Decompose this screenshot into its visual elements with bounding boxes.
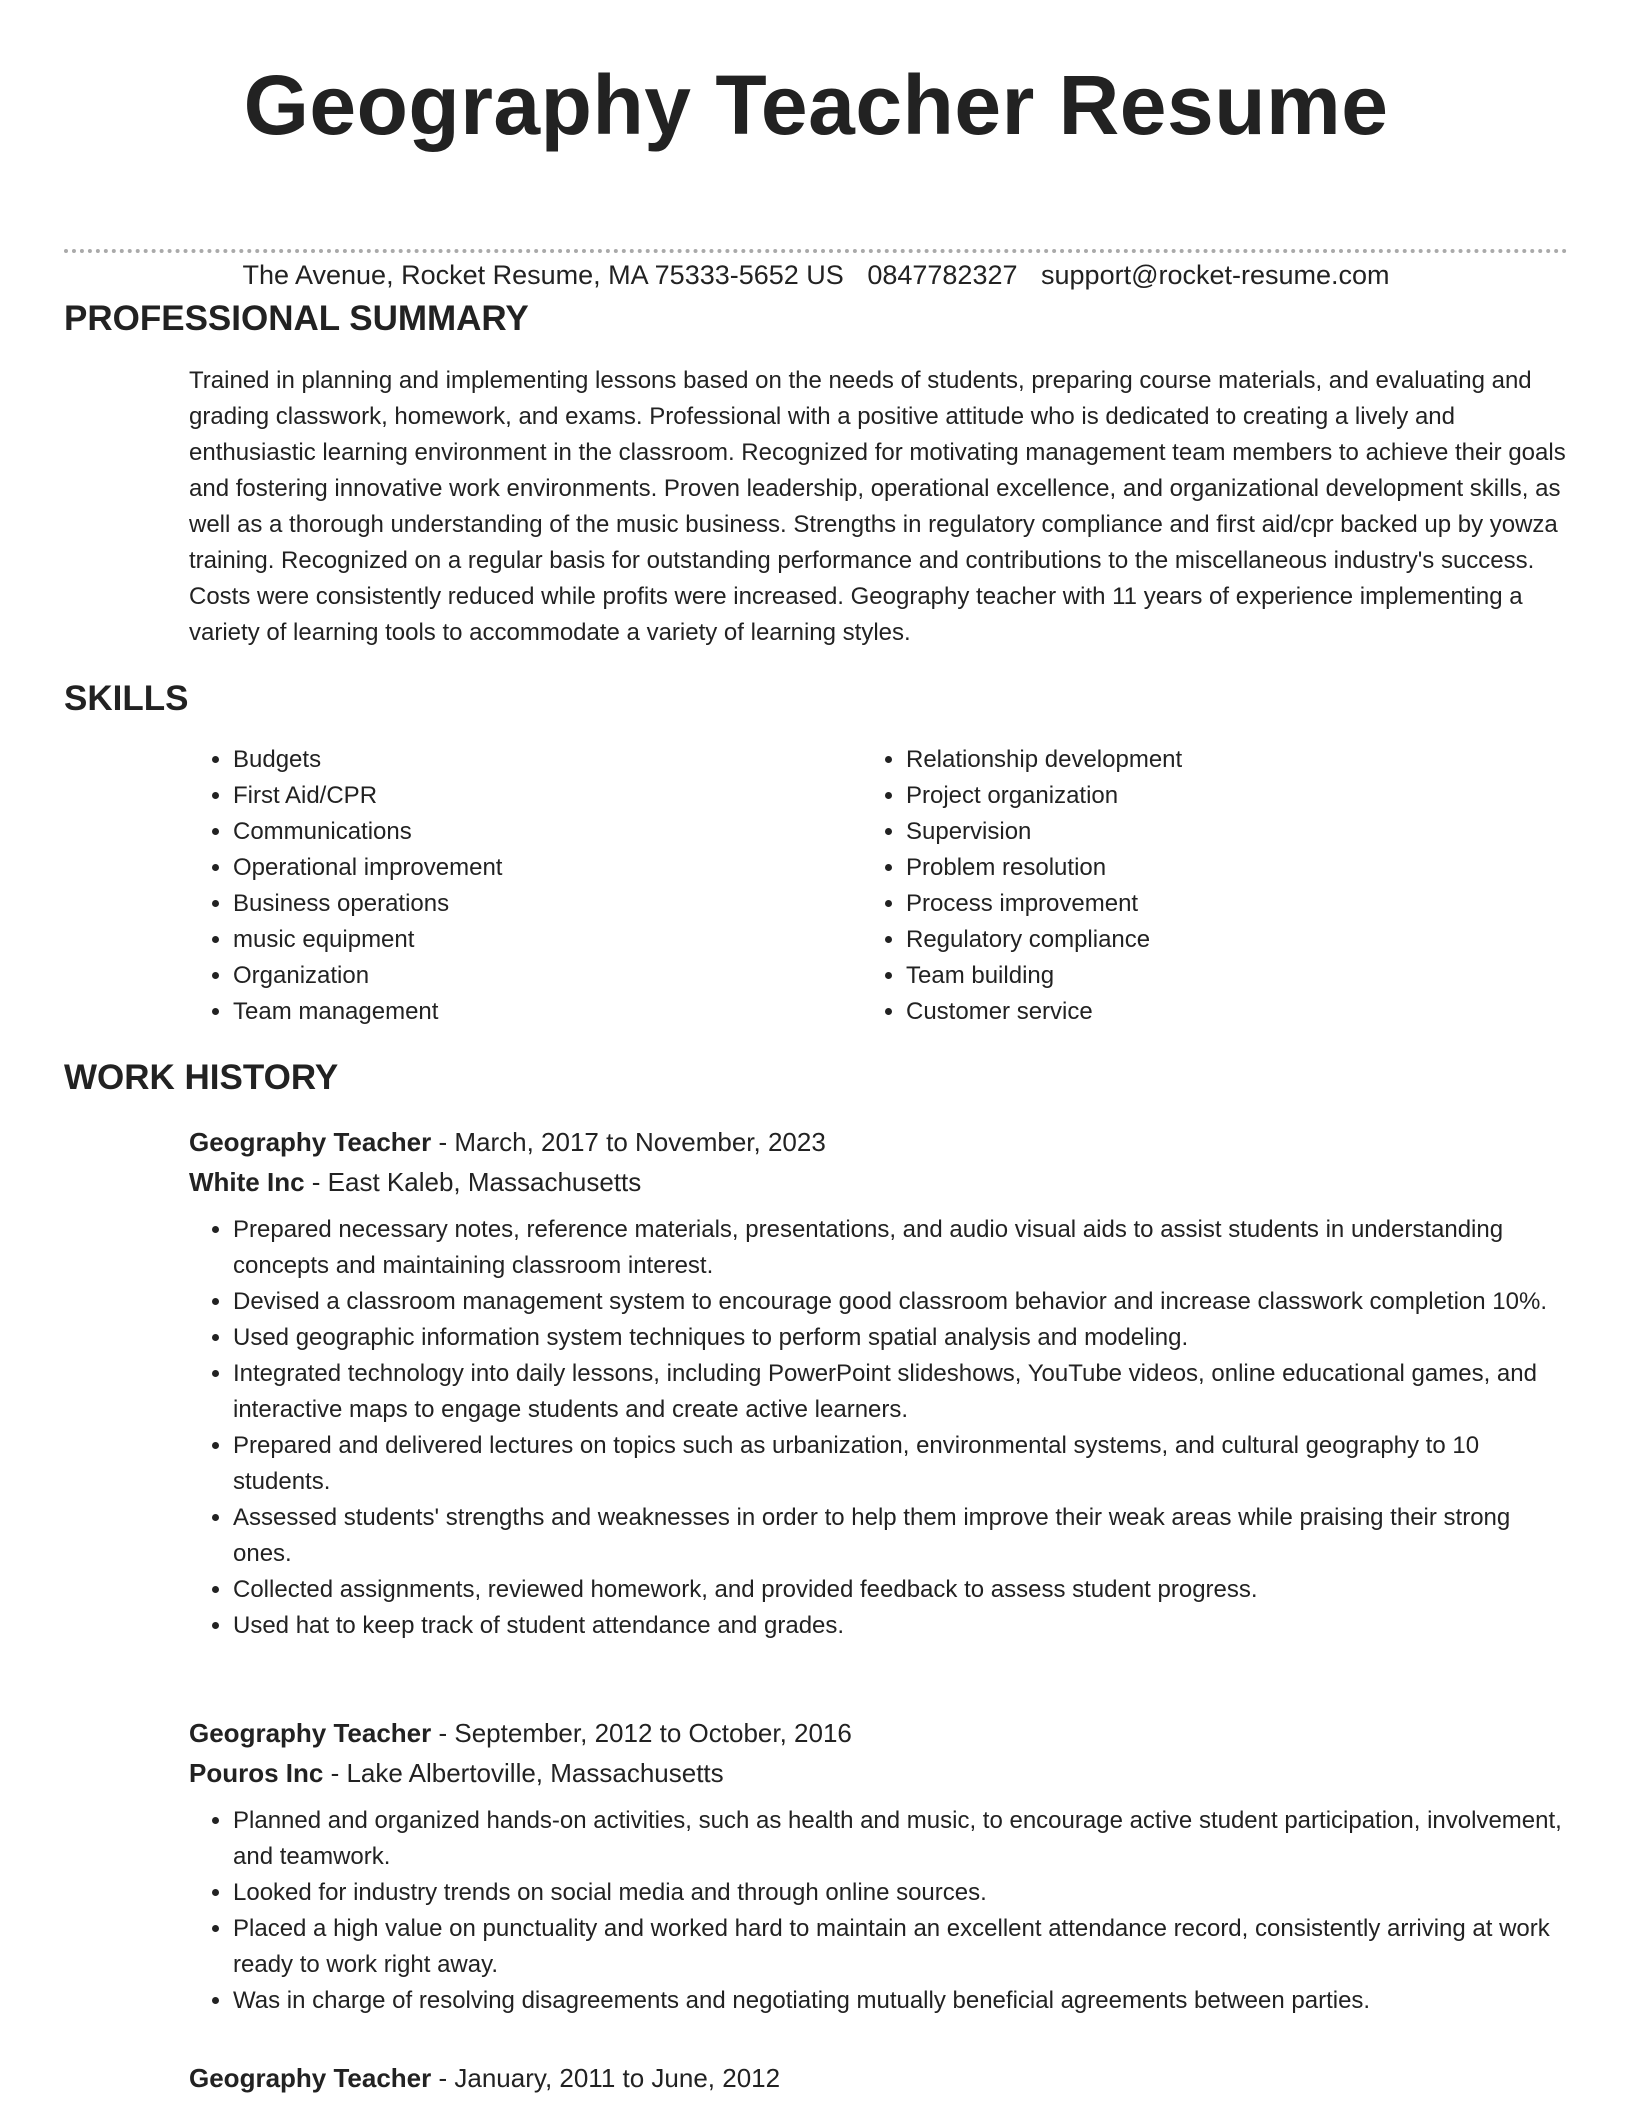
contact-phone: 0847782327 — [867, 260, 1018, 290]
skill-item: • Budgets — [233, 742, 502, 778]
job-bullet: • Assessed students' strengths and weaknesses in order to help them improve their weak areas while praising their strong ones. — [233, 1500, 1568, 1572]
job-bullet: • Used hat to keep track of student attendance and grades. — [233, 1608, 1568, 1644]
job-bullet: • Devised a classroom management system to encourage good classroom behavior and increase classwork completion 10%. — [233, 1284, 1568, 1320]
header-divider — [64, 249, 1568, 253]
contact-email[interactable]: support@rocket-resume.com — [1041, 260, 1390, 290]
contact-line — [0, 257, 1632, 293]
skill-item: • Regulatory compliance — [906, 922, 1182, 958]
skill-item: • Project organization — [906, 778, 1182, 814]
skill-item: • Problem resolution — [906, 850, 1182, 886]
job-bullet: • Was in charge of resolving disagreements and negotiating mutually beneficial agreements between parties. — [233, 1983, 1568, 2019]
skills-list-left — [189, 742, 502, 1030]
skill-item: • Communications — [233, 814, 502, 850]
job-role: Geography Teacher — [189, 2063, 432, 2093]
job-bullet: • Looked for industry trends on social media and through online sources. — [233, 1875, 1568, 1911]
skill-item: • music equipment — [233, 922, 502, 958]
job-title-line — [189, 2058, 1568, 2098]
skill-item: • Operational improvement — [233, 850, 502, 886]
job-location: - Lake Albertoville, Massachusetts — [323, 1758, 724, 1788]
job-entry — [189, 1713, 1568, 2019]
contact-address: The Avenue, Rocket Resume, MA 75333-5652 US — [242, 260, 844, 290]
job-role: Geography Teacher — [189, 1127, 432, 1157]
skills-heading: SKILLS — [64, 679, 189, 718]
skill-item: • Process improvement — [906, 886, 1182, 922]
job-bullets — [189, 1803, 1568, 2019]
job-entry — [189, 1122, 1568, 1644]
job-title-line — [189, 1122, 1568, 1162]
job-location: - East Kaleb, Massachusetts — [304, 1167, 642, 1197]
skill-item: • Supervision — [906, 814, 1182, 850]
job-title-line — [189, 1713, 1568, 1753]
job-company: White Inc — [189, 1167, 305, 1197]
job-role: Geography Teacher — [189, 1718, 432, 1748]
job-dates: - January, 2011 to June, 2012 — [431, 2063, 781, 2093]
skill-item: • Team building — [906, 958, 1182, 994]
skill-item: • First Aid/CPR — [233, 778, 502, 814]
skill-item: • Organization — [233, 958, 502, 994]
job-bullets — [189, 1212, 1568, 1644]
skill-item: • Relationship development — [906, 742, 1182, 778]
job-company-line — [189, 1162, 1568, 1202]
skill-item: • Customer service — [906, 994, 1182, 1030]
summary-heading: PROFESSIONAL SUMMARY — [64, 299, 529, 338]
job-bullet: • Used geographic information system techniques to perform spatial analysis and modeling. — [233, 1320, 1568, 1356]
job-company-line — [189, 1753, 1568, 1793]
job-dates: - March, 2017 to November, 2023 — [431, 1127, 826, 1157]
job-bullet: • Placed a high value on punctuality and worked hard to maintain an excellent attendance record, consistently arriving at work ready to work right away. — [233, 1911, 1568, 1983]
job-bullet: • Collected assignments, reviewed homework, and provided feedback to assess student progress. — [233, 1572, 1568, 1608]
skills-list-right — [862, 742, 1182, 1030]
job-bullet: • Prepared and delivered lectures on topics such as urbanization, environmental systems, and cultural geography to 10 students. — [233, 1428, 1568, 1500]
job-entry — [189, 2058, 1568, 2098]
work-history-heading: WORK HISTORY — [64, 1058, 339, 1097]
job-bullet: • Prepared necessary notes, reference materials, presentations, and audio visual aids to assist students in understanding concepts and maintaining classroom interest. — [233, 1212, 1568, 1284]
resume-title: Geography Teacher Resume — [243, 58, 1389, 152]
job-company: Pouros Inc — [189, 1758, 324, 1788]
job-bullet: • Planned and organized hands-on activities, such as health and music, to encourage active student participation, involvement, and teamwork. — [233, 1803, 1568, 1875]
summary-text: Trained in planning and implementing lessons based on the needs of students, preparing course materials, and evaluating and grading classwork, homework, and exams. Professional with a positive attitude who is dedicated to creating a lively and enthusiastic learning environment in the classroom. Recognized for motivating management team members to achieve their goals and fostering innovative work environments. Proven leadership, operational excellence, and organizational development skills, as well as a thorough understanding of the music business. Strengths in regulatory compliance and first aid/cpr backed up by yowza training. Recognized on a regular basis for outstanding performance and contributions to the miscellaneous industry's success. Costs were consistently reduced while profits were increased. Geography teacher with 11 years of experience implementing a variety of learning tools to accommodate a variety of learning styles. — [189, 367, 1566, 646]
job-bullet: • Integrated technology into daily lessons, including PowerPoint slideshows, YouTube videos, online educational games, and interactive maps to engage students and create active learners. — [233, 1356, 1568, 1428]
skill-item: • Business operations — [233, 886, 502, 922]
job-dates: - September, 2012 to October, 2016 — [431, 1718, 852, 1748]
skill-item: • Team management — [233, 994, 502, 1030]
